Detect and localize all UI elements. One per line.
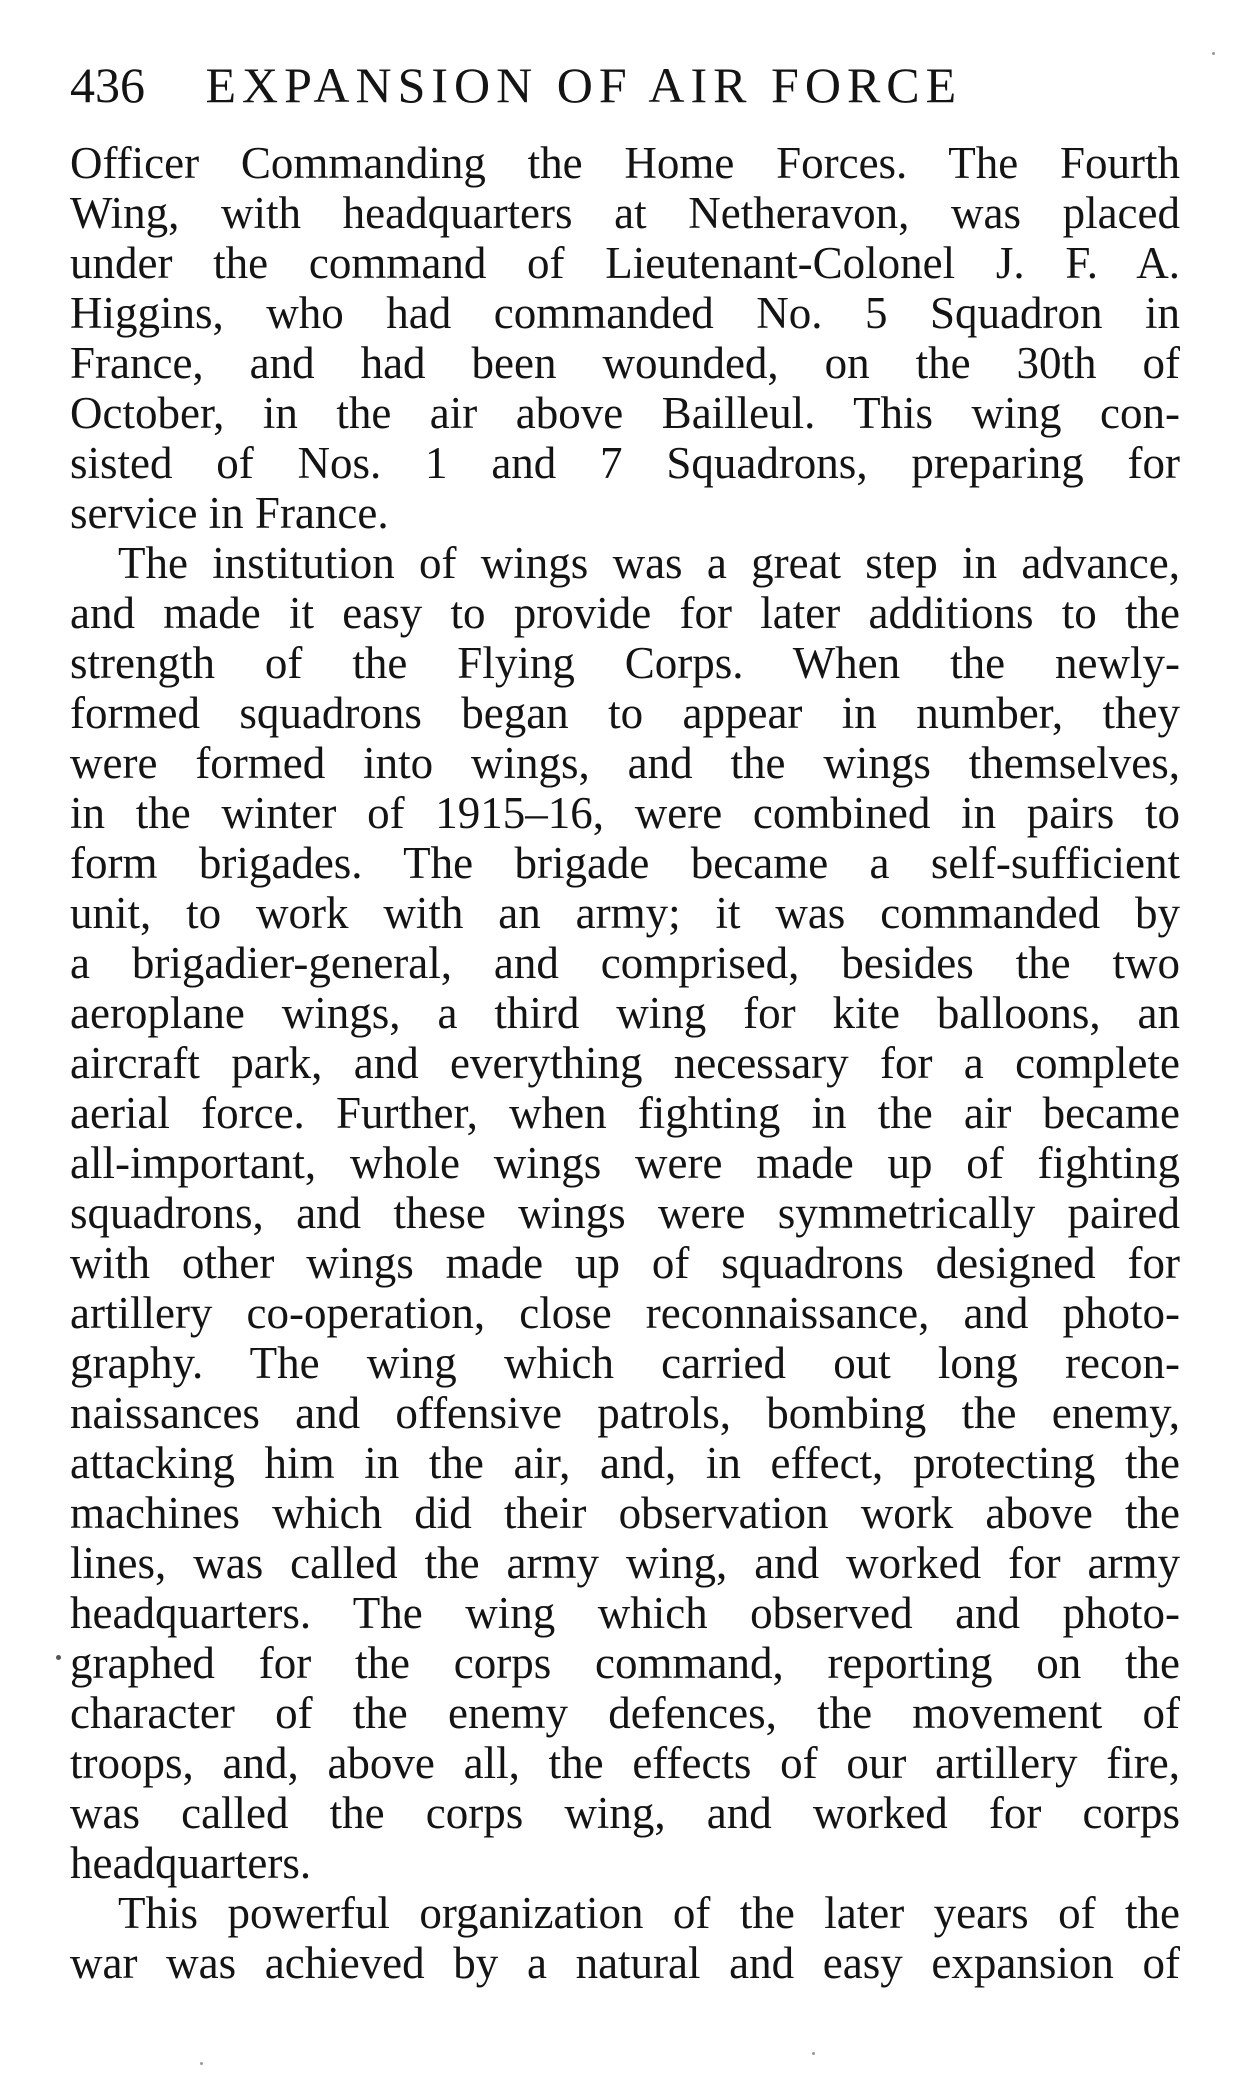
- text-line: Higgins, who had commanded No. 5 Squadron in: [70, 288, 1180, 338]
- text-line: France, and had been wounded, on the 30th of: [70, 338, 1180, 388]
- text-line: squadrons, and these wings were symmetrically paired: [70, 1188, 1180, 1238]
- text-line: formed squadrons began to appear in number, they: [70, 688, 1180, 738]
- text-line: character of the enemy defences, the movement of: [70, 1688, 1180, 1738]
- text-line: graphed for the corps command, reporting on the: [70, 1638, 1180, 1688]
- paper-speck: [1212, 52, 1215, 55]
- page-header: [70, 55, 1190, 115]
- text-line: This powerful organization of the later years of the: [118, 1888, 1180, 1938]
- paper-speck: [200, 2062, 203, 2065]
- margin-dot-mark: [56, 1655, 61, 1660]
- text-line: war was achieved by a natural and easy expansion of: [70, 1938, 1180, 1988]
- text-line: Wing, with headquarters at Netheravon, was placed: [70, 188, 1180, 238]
- text-line: machines which did their observation work above the: [70, 1488, 1180, 1538]
- text-line: graphy. The wing which carried out long recon-: [70, 1338, 1180, 1388]
- text-line: October, in the air above Bailleul. This wing con-: [70, 388, 1180, 438]
- text-line: unit, to work with an army; it was commanded by: [70, 888, 1180, 938]
- text-line: headquarters.: [70, 1838, 312, 1888]
- text-line: form brigades. The brigade became a self-sufficient: [70, 838, 1180, 888]
- text-line: strength of the Flying Corps. When the newly-: [70, 638, 1180, 688]
- text-line: attacking him in the air, and, in effect, protecting the: [70, 1438, 1180, 1488]
- text-line: a brigadier-general, and comprised, besides the two: [70, 938, 1180, 988]
- paragraph-3: [70, 1888, 1180, 1988]
- paragraph-1: [70, 138, 1180, 538]
- text-line: was called the corps wing, and worked for corps: [70, 1788, 1180, 1838]
- text-line: all-important, whole wings were made up of fighting: [70, 1138, 1180, 1188]
- paragraph-2: [70, 538, 1180, 1888]
- text-line: aircraft park, and everything necessary for a complete: [70, 1038, 1180, 1088]
- text-line: and made it easy to provide for later additions to the: [70, 588, 1180, 638]
- text-line: The institution of wings was a great step in advance,: [118, 538, 1180, 588]
- text-line: Officer Commanding the Home Forces. The Fourth: [70, 138, 1180, 188]
- text-line: lines, was called the army wing, and worked for army: [70, 1538, 1180, 1588]
- text-line: aerial force. Further, when fighting in the air became: [70, 1088, 1180, 1138]
- text-line: service in France.: [70, 488, 389, 538]
- text-line: aeroplane wings, a third wing for kite balloons, an: [70, 988, 1180, 1038]
- page-number: 436: [70, 57, 145, 113]
- text-line: under the command of Lieutenant-Colonel J. F. A.: [70, 238, 1180, 288]
- text-line: naissances and offensive patrols, bombing the enemy,: [70, 1388, 1180, 1438]
- text-line: sisted of Nos. 1 and 7 Squadrons, preparing for: [70, 438, 1180, 488]
- text-line: with other wings made up of squadrons designed for: [70, 1238, 1180, 1288]
- running-head: EXPANSION OF AIR FORCE: [205, 57, 963, 113]
- text-line: were formed into wings, and the wings themselves,: [70, 738, 1180, 788]
- text-line: artillery co-operation, close reconnaissance, and photo-: [70, 1288, 1180, 1338]
- paper-speck: [812, 2052, 815, 2055]
- text-line: in the winter of 1915–16, were combined in pairs to: [70, 788, 1180, 838]
- text-line: troops, and, above all, the effects of our artillery fire,: [70, 1738, 1180, 1788]
- text-line: headquarters. The wing which observed and photo-: [70, 1588, 1180, 1638]
- body-text: [70, 138, 1180, 1988]
